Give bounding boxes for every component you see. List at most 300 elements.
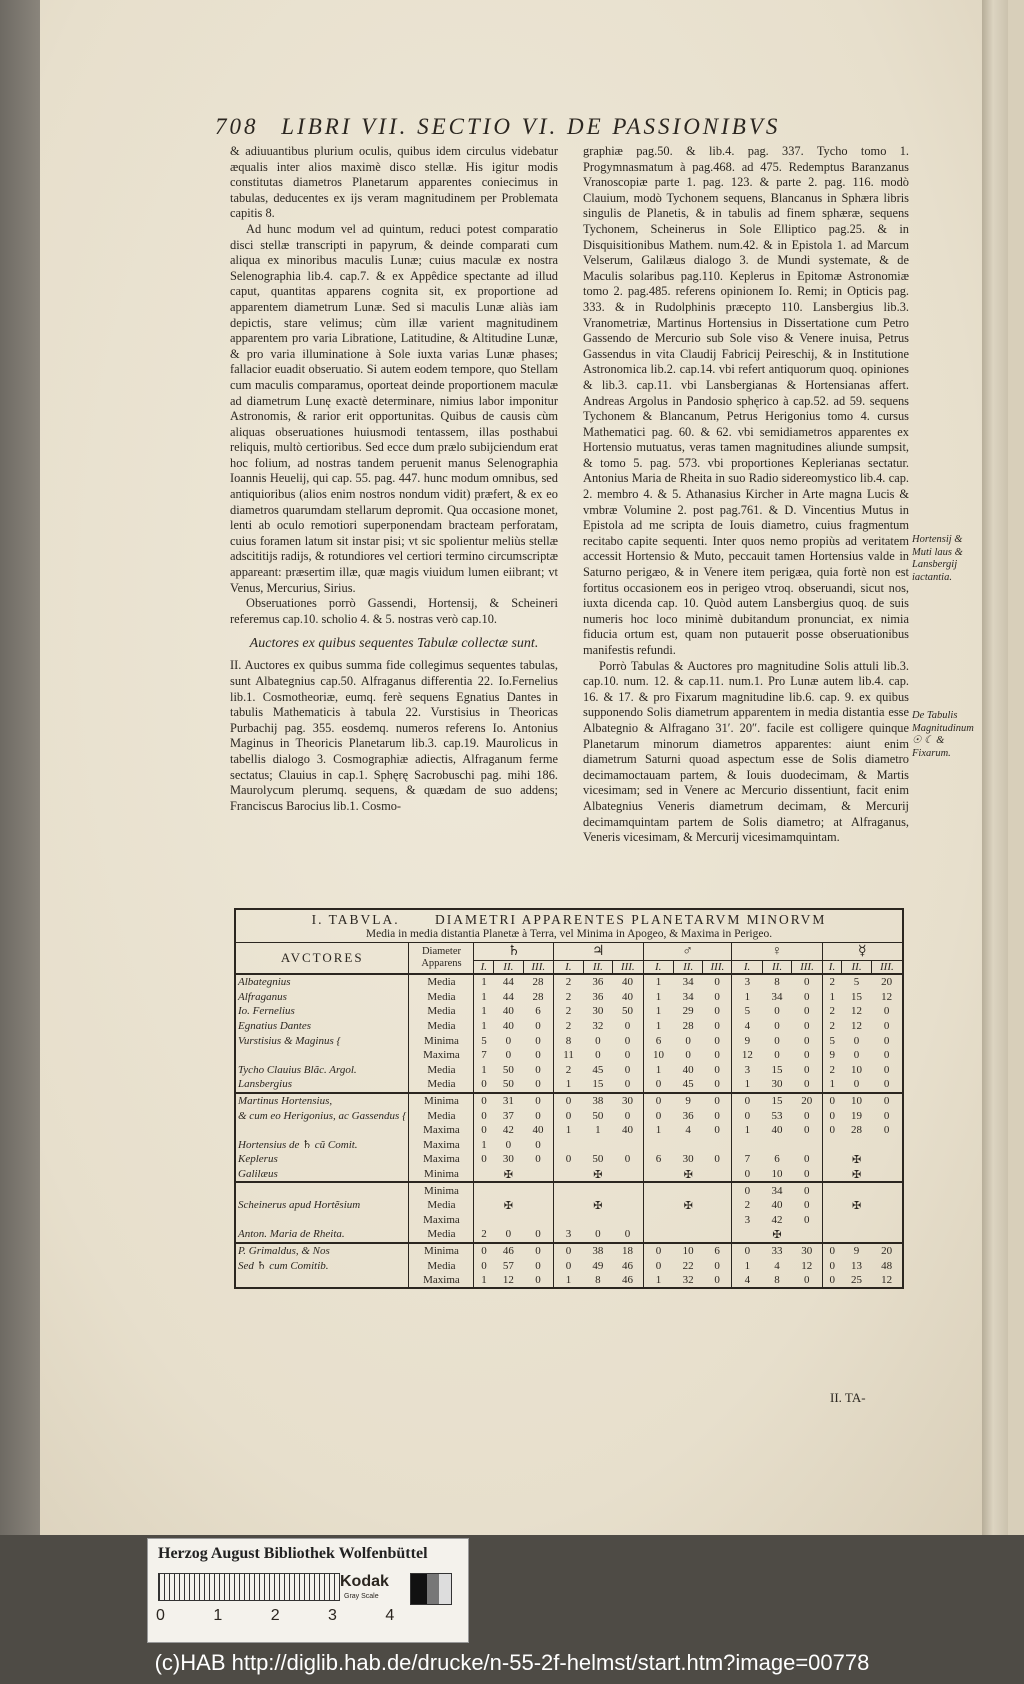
value-cell: 37 xyxy=(502,1109,514,1122)
value-cell: 3 xyxy=(732,1213,762,1228)
table-number: I. TABVLA. xyxy=(311,912,400,927)
value-cell: 0 xyxy=(732,1093,762,1109)
facing-page-edge xyxy=(1008,0,1024,1535)
value-cell: 40 xyxy=(532,1124,544,1137)
value-cell xyxy=(583,1138,612,1153)
value-cell: 0 xyxy=(474,1152,494,1167)
author-cell: Lansbergius xyxy=(238,1078,292,1091)
value-cell: 0 xyxy=(523,1243,553,1259)
value-cell: 40 xyxy=(771,1199,783,1212)
value-cell xyxy=(703,1167,732,1183)
value-cell: 0 xyxy=(714,1049,720,1062)
value-cell: 31 xyxy=(494,1093,523,1109)
value-cell: 0 xyxy=(553,1108,583,1123)
diameter-cell: Media xyxy=(409,1063,474,1078)
value-cell: 2 xyxy=(553,974,583,990)
value-cell: 25 xyxy=(851,1274,863,1287)
unit-header: II. xyxy=(842,961,871,975)
author-cell: & cum eo Herigonius, ac Gassendus { xyxy=(238,1109,407,1122)
value-cell: 6 xyxy=(535,1005,541,1018)
value-cell xyxy=(762,1138,791,1153)
value-cell: 46 xyxy=(622,1259,634,1272)
author-cell: Io. Fernelius xyxy=(238,1005,295,1018)
value-cell: 42 xyxy=(502,1124,514,1137)
value-cell: 0 xyxy=(474,1243,494,1259)
value-cell xyxy=(643,1227,673,1243)
value-cell: 0 xyxy=(774,1049,780,1062)
value-cell: 0 xyxy=(822,1273,842,1289)
value-cell xyxy=(643,1138,673,1153)
value-cell: 4 xyxy=(732,1273,762,1289)
authors-header: AVCTORES xyxy=(280,950,364,965)
value-cell: 28 xyxy=(682,1020,694,1033)
value-cell: 0 xyxy=(883,1020,890,1033)
value-cell: 0 xyxy=(595,1049,601,1062)
value-cell: 0 xyxy=(505,1034,512,1047)
value-cell: 15 xyxy=(762,1093,791,1109)
value-cell: 12 xyxy=(801,1259,813,1272)
value-cell xyxy=(673,1138,702,1153)
value-cell: 0 xyxy=(803,1005,810,1018)
value-cell: 0 xyxy=(822,1093,842,1109)
value-cell: 0 xyxy=(803,1078,810,1091)
value-cell: 15 xyxy=(851,990,863,1003)
value-cell: 0 xyxy=(803,976,810,989)
value-cell: 0 xyxy=(474,1123,494,1138)
value-cell: ✠ xyxy=(683,1199,693,1212)
value-cell: 0 xyxy=(803,990,810,1003)
table-row xyxy=(235,1004,903,1019)
value-cell xyxy=(871,1182,903,1198)
running-title: LIBRI VII. SECTIO VI. DE PASSIONIBVS xyxy=(281,114,781,139)
value-cell: 0 xyxy=(883,1124,890,1137)
paragraph: graphiæ pag.50. & lib.4. pag. 337. Tycho tomo 1. Progymnasmatum à pag.468. ad 475. Redemptus Baranzanus Vranoscopiæ parte 1. pag. 123. & parte 2. pag. 116. modò Clauium, modò Tychonem sequens, Blancanus in Sphæra libris singulis de Planetis, & in tabulis ad finem sphæræ, sequens Tychonem, Scheinerus in Sole Elliptico pag.25. & in Disquisitionibus Mathem. num.42. & in Epistola 1. ad Marcum Velserum, Galilæus dialogo 3. de Mundi systemate, & de Maculis solaribus pag.110. Keplerus in Epitomæ Astronomiæ tomo 2. pag.485. referens opinionem Io. Remi; in Opticis pag. 333. & in Rudolphinis præcepto 110. Lansbergius lib.3. Vranometriæ, Martinus Hortensius in Dissertatione cum Petro Gassendo de Mercurio sub Sole viso & Venere inuisa, Petrus Gassendus in vita Claudij Fabricij Peireschij, & in Institutione Astronomica lib.2. cap.14. vbi refert antiquorum quoq. opiniones & lib.3. cap.11. vbi Lansbergianas & Hortensianas affert. Andreas Argolus in Pandosio sphęrico à cap.52. ad 59. sequens Tychonem & Blancanum, Petrus Herigonius tomo 4. cursus Mathematici pag. 60. & 62. vbi semidiametros apparentes ex Hortensio mutuatus, veras tamen magnitudines aliunde sumpsit, & tomo 5. pag. 573. vbi proportiones Keplerianas sectatur. Antonius Maria de Rheita in suo Radio sidereomystico lib.4. cap. 2. membro 4. & 5. Athanasius Kircher in Arte magna Lucis & vmbræ Volumine 2. post pag.761. & D. Vincentius Mutus in Epistola ad me scripta de Iouis diametro, cuius fragmentum recitabo capite sequenti. Inter quos nemo propiùs ad veritatem accessit Hortensio & Muto, peccauit tamen Hortensius valde in Saturno perigæo, & in Venere item perigæa, quia fortè non est fortitus occasionem eos in perigeo vtroq. obseruandi, sicut nos, iuxta dicenda cap. 10. Quòd autem Lansbergius quoq. de suis numeris hoc loco minimè dubitandum pronunciat, ex nimia fiducia ortum est, quam non putauerit posse obseruationibus manifestis refundi. xyxy=(583,144,909,657)
value-cell: 50 xyxy=(502,1078,514,1091)
value-cell: 9 xyxy=(822,1048,842,1063)
value-cell: 30 xyxy=(771,1078,783,1091)
planet-jupiter: ♃ xyxy=(553,943,643,961)
value-cell xyxy=(474,1213,494,1228)
planet-saturn: ♄ xyxy=(474,943,554,961)
table-row xyxy=(235,1167,903,1183)
value-cell xyxy=(871,1167,903,1183)
value-cell xyxy=(643,1167,673,1183)
value-cell: 0 xyxy=(643,1093,673,1109)
paragraph: Ad hunc modum vel ad quintum, reduci potest comparatio disci stellæ transcripti in papyrum, & deinde comparati cum aliqua ex minoribus maculis Lunæ; cuius maculæ ex nostra Selenographia lib.4. cap.7. & ex Appêdice spectante ad illud caput, quantitas apparens cognita sit, ex proportione ad apparentem diametrum Lunæ. Sed si maculis Lunæ aliàs iam depictis, stare velimus; cùm illæ varient magnitudinem apparentem pro varia Libratione, Latitudine, & Altitudine Lunæ, & pro varia illuminatione à Sole iuxta varias Lunæ phases; fallacior euadit obseruatio. Si autem eodem tempore, quo Stellam cum maculis comparamus, oporteat deinde proportionem maculæ ad diametrum Lunę exactè determinare, nimius labor imponitur Astronomis, & rarior erit opportunitas. Quibus de causis cùm aliquas obseruationes huiusmodi tentassem, illas posthabui reliquis, multò certioribus. Sed ecce dum prælo subijciendum erat hoc folium, ad nostras tandem peruenit manus Selenographia Ioannis Heuelij, qui cap. 55. pag. 447. hunc modum omnibus, sed antiquioribus (alios enim nostros nondum vidit) præfert, & ex eo diametros quarumdam stellarum depromit. Qua occasione monet, lenti ab oculo remotiori superponendam bracteam perforatam, cuius foramen latum sit instar pisi; vt sic spolientur meliùs stellæ adscititijs radijs, & rotundiores vel certiori termino circumscriptæ appareant: præsertim illæ, quæ magis viuidum lumen eiibrant; vt Venus, Mercurius, Sirius. xyxy=(230,221,558,595)
value-cell: 4 xyxy=(774,1259,780,1272)
value-cell: 0 xyxy=(732,1182,762,1198)
table-row xyxy=(235,974,903,990)
value-cell xyxy=(822,1198,842,1213)
author-cell xyxy=(235,1182,409,1198)
value-cell: 2 xyxy=(822,974,842,990)
value-cell: 0 xyxy=(523,1093,553,1109)
value-cell xyxy=(643,1182,673,1198)
diameter-cell: Maxima xyxy=(409,1138,474,1153)
value-cell xyxy=(643,1198,673,1213)
value-cell: 0 xyxy=(685,1034,691,1047)
value-cell xyxy=(871,1198,903,1213)
unit-header: III. xyxy=(703,961,732,975)
value-cell: 20 xyxy=(871,1243,903,1259)
value-cell: 0 xyxy=(643,1108,673,1123)
value-cell xyxy=(822,1138,842,1153)
value-cell xyxy=(523,1198,553,1213)
value-cell xyxy=(494,1213,523,1228)
table-row xyxy=(235,1108,903,1123)
unit-header: I. xyxy=(643,961,673,975)
unit-header: I. xyxy=(553,961,583,975)
value-cell: 0 xyxy=(822,1123,842,1138)
diameter-cell: Maxima xyxy=(409,1213,474,1228)
copyright-footer: (c)HAB http://diglib.hab.de/drucke/n-55-2f-helmst/start.htm?image=00778 xyxy=(154,1650,870,1675)
diameter-cell: Maxima xyxy=(409,1152,474,1167)
value-cell: 1 xyxy=(643,974,673,990)
value-cell: 1 xyxy=(732,990,762,1005)
value-cell: 1 xyxy=(474,1273,494,1289)
value-cell: 0 xyxy=(803,1213,810,1226)
table-subtitle: Media in media distantia Planetæ à Terra, vel Minima in Apogeo, & Maxima in Perigeo. xyxy=(365,928,773,940)
author-cell xyxy=(235,1273,409,1289)
left-shadow xyxy=(0,0,40,1535)
value-cell: 0 xyxy=(883,1049,890,1062)
table-row xyxy=(235,1138,903,1153)
value-cell: 0 xyxy=(535,1109,541,1122)
value-cell: 0 xyxy=(803,1109,810,1122)
planet-venus: ♀ xyxy=(732,943,822,961)
scale-ruler xyxy=(158,1573,340,1601)
section-heading: Auctores ex quibus sequentes Tabulæ collectæ sunt. xyxy=(249,636,539,652)
value-cell xyxy=(613,1167,643,1183)
kodak-logo: Kodak xyxy=(340,1573,389,1590)
value-cell xyxy=(474,1167,494,1183)
table-row xyxy=(235,990,903,1005)
value-cell xyxy=(553,1138,583,1153)
value-cell: ✠ xyxy=(683,1168,693,1181)
value-cell: 0 xyxy=(535,1078,541,1091)
value-cell: 20 xyxy=(792,1093,822,1109)
table-row xyxy=(235,1063,903,1078)
page-gutter xyxy=(982,0,1010,1535)
value-cell: 4 xyxy=(732,1019,762,1034)
value-cell: 0 xyxy=(803,1034,810,1047)
value-cell: 0 xyxy=(535,1138,541,1151)
author-cell xyxy=(235,1048,409,1063)
value-cell xyxy=(553,1198,583,1213)
value-cell: 36 xyxy=(592,976,604,989)
value-cell: 6 xyxy=(703,1243,732,1259)
running-header xyxy=(215,114,855,142)
value-cell: 40 xyxy=(502,1020,514,1033)
value-cell xyxy=(553,1182,583,1198)
value-cell xyxy=(474,1198,494,1213)
value-cell: 38 xyxy=(583,1243,612,1259)
value-cell: 1 xyxy=(732,1123,762,1138)
value-cell: 0 xyxy=(714,990,720,1003)
value-cell: 0 xyxy=(803,1199,810,1212)
value-cell xyxy=(494,1182,523,1198)
author-cell: Galilæus xyxy=(238,1168,278,1181)
value-cell: 30 xyxy=(592,1005,604,1018)
value-cell: 40 xyxy=(502,1005,514,1018)
diameter-cell: Minima xyxy=(409,1167,474,1183)
value-cell: 1 xyxy=(732,1258,762,1273)
value-cell: 0 xyxy=(853,1034,860,1047)
diameter-cell: Media xyxy=(409,1077,474,1093)
table-row xyxy=(235,1033,903,1048)
value-cell: 1 xyxy=(553,1273,583,1289)
value-cell xyxy=(842,1213,871,1228)
value-cell: 0 xyxy=(803,1049,810,1062)
value-cell xyxy=(523,1213,553,1228)
value-cell: 0 xyxy=(535,1228,541,1241)
value-cell: 19 xyxy=(851,1109,863,1122)
value-cell: 0 xyxy=(803,1020,810,1033)
value-cell: 8 xyxy=(774,976,780,989)
diameter-cell: Maxima xyxy=(409,1123,474,1138)
table-title: DIAMETRI APPARENTES PLANETARVM MINORVM xyxy=(435,912,827,927)
value-cell: 40 xyxy=(682,1063,694,1076)
value-cell: 12 xyxy=(502,1274,514,1287)
value-cell: 9 xyxy=(673,1093,702,1109)
value-cell: 12 xyxy=(881,1274,893,1287)
value-cell xyxy=(523,1167,553,1183)
table-row xyxy=(235,1258,903,1273)
value-cell: 6 xyxy=(643,1033,673,1048)
table-row xyxy=(235,1227,903,1243)
value-cell: 1 xyxy=(822,1077,842,1093)
value-cell: 8 xyxy=(595,1274,601,1287)
planet-mercury: ☿ xyxy=(822,943,903,961)
value-cell: 1 xyxy=(553,1123,583,1138)
value-cell xyxy=(613,1138,643,1153)
value-cell: 0 xyxy=(595,1034,601,1047)
value-cell xyxy=(613,1182,643,1198)
value-cell: 2 xyxy=(822,1063,842,1078)
diameter-cell: Media xyxy=(409,1227,474,1243)
value-cell: ✠ xyxy=(503,1199,513,1212)
value-cell: 0 xyxy=(822,1243,842,1259)
value-cell: 10 xyxy=(851,1063,863,1076)
value-cell: 1 xyxy=(643,1004,673,1019)
table-row xyxy=(235,1077,903,1093)
left-column xyxy=(230,144,558,814)
value-cell: 40 xyxy=(771,1124,783,1137)
value-cell xyxy=(842,1138,871,1153)
author-cell: Albategnius xyxy=(238,976,291,989)
value-cell: 0 xyxy=(774,1034,780,1047)
diameter-cell: Media xyxy=(409,974,474,990)
value-cell: ✠ xyxy=(851,1168,862,1181)
value-cell: 0 xyxy=(714,1274,720,1287)
value-cell: 0 xyxy=(624,1109,631,1122)
value-cell: 30 xyxy=(502,1153,514,1166)
value-cell: ✠ xyxy=(593,1168,603,1181)
value-cell xyxy=(583,1213,612,1228)
value-cell: 0 xyxy=(792,1182,822,1198)
value-cell xyxy=(842,1182,871,1198)
value-cell: 1 xyxy=(474,1019,494,1034)
value-cell: 44 xyxy=(502,976,514,989)
value-cell: 0 xyxy=(703,1093,732,1109)
value-cell xyxy=(703,1138,732,1153)
value-cell xyxy=(703,1227,732,1243)
value-cell: 7 xyxy=(474,1048,494,1063)
value-cell: 57 xyxy=(502,1259,514,1272)
value-cell xyxy=(673,1213,702,1228)
value-cell: 0 xyxy=(883,1005,890,1018)
value-cell xyxy=(673,1182,702,1198)
author-cell xyxy=(235,1123,409,1138)
library-color-card xyxy=(147,1538,469,1643)
value-cell: 0 xyxy=(714,1020,720,1033)
value-cell: 0 xyxy=(595,1228,601,1241)
value-cell: 0 xyxy=(822,1258,842,1273)
value-cell: 48 xyxy=(881,1259,893,1272)
value-cell: 10 xyxy=(842,1093,871,1109)
value-cell xyxy=(613,1198,643,1213)
value-cell: ✠ xyxy=(851,1153,862,1166)
value-cell: 0 xyxy=(505,1138,512,1151)
value-cell: 0 xyxy=(643,1243,673,1259)
value-cell: 40 xyxy=(622,976,634,989)
table-row xyxy=(235,1213,903,1228)
value-cell: 0 xyxy=(803,1153,810,1166)
value-cell: ✠ xyxy=(593,1199,603,1212)
value-cell: 0 xyxy=(535,1049,541,1062)
value-cell: 6 xyxy=(774,1153,780,1166)
value-cell: 49 xyxy=(592,1259,604,1272)
value-cell: 0 xyxy=(714,1259,720,1272)
value-cell: 1 xyxy=(643,990,673,1005)
unit-header: II. xyxy=(762,961,791,975)
value-cell xyxy=(613,1213,643,1228)
value-cell: 0 xyxy=(535,1020,541,1033)
unit-header: III. xyxy=(792,961,822,975)
value-cell xyxy=(643,1213,673,1228)
value-cell: 8 xyxy=(553,1033,583,1048)
page-number: 708 xyxy=(215,114,259,139)
value-cell: 7 xyxy=(732,1152,762,1167)
value-cell: 20 xyxy=(881,976,893,989)
library-name: Herzog August Bibliothek Wolfenbüttel xyxy=(158,1545,428,1562)
value-cell: 0 xyxy=(553,1152,583,1167)
value-cell: 0 xyxy=(853,1078,860,1091)
value-cell: 2 xyxy=(553,1063,583,1078)
value-cell: 0 xyxy=(714,1124,720,1137)
value-cell: 12 xyxy=(881,990,893,1003)
margin-note-tabulis: De Tabulis Magnitudinum ☉ ☾ & Fixarum. xyxy=(912,710,974,759)
value-cell: 29 xyxy=(682,1005,694,1018)
value-cell: 50 xyxy=(502,1063,514,1076)
paragraph: Obseruationes porrò Gassendi, Hortensij, & Scheineri referemus cap.10. scholio 4. & 5. nostras verò cap.10. xyxy=(230,596,558,626)
value-cell: 30 xyxy=(682,1153,694,1166)
value-cell: 0 xyxy=(803,1063,810,1076)
value-cell: 0 xyxy=(883,1063,890,1076)
value-cell: 10 xyxy=(673,1243,702,1259)
value-cell: 1 xyxy=(474,1138,494,1153)
value-cell: 34 xyxy=(771,990,783,1003)
table-row xyxy=(235,1273,903,1289)
gray-scale-caption: Gray Scale xyxy=(344,1593,379,1600)
value-cell: 32 xyxy=(592,1020,604,1033)
value-cell: 28 xyxy=(851,1124,863,1137)
diameter-cell: Media xyxy=(409,1258,474,1273)
value-cell: 3 xyxy=(732,1063,762,1078)
value-cell: 0 xyxy=(505,1228,512,1241)
value-cell xyxy=(703,1198,732,1213)
value-cell xyxy=(583,1182,612,1198)
value-cell: 5 xyxy=(474,1033,494,1048)
value-cell: 44 xyxy=(502,990,514,1003)
value-cell: 0 xyxy=(871,1093,903,1109)
value-cell: 2 xyxy=(553,1019,583,1034)
diameter-cell: Media xyxy=(409,1004,474,1019)
unit-header: I. xyxy=(732,961,762,975)
value-cell: 0 xyxy=(714,1109,720,1122)
value-cell: 50 xyxy=(622,1005,634,1018)
unit-header: I. xyxy=(822,961,842,975)
value-cell: 28 xyxy=(532,990,544,1003)
value-cell xyxy=(842,1227,871,1243)
planet-mars: ♂ xyxy=(643,943,732,961)
value-cell: 0 xyxy=(535,1153,541,1166)
value-cell: 1 xyxy=(474,990,494,1005)
value-cell: 0 xyxy=(535,1259,541,1272)
value-cell: 8 xyxy=(774,1274,780,1287)
value-cell: 12 xyxy=(851,1005,863,1018)
ruler-numbers: 0 1 2 3 4 xyxy=(156,1607,417,1624)
value-cell: 0 xyxy=(822,1108,842,1123)
value-cell: 22 xyxy=(682,1259,694,1272)
table-row xyxy=(235,1048,903,1063)
diameter-cell: Minima xyxy=(409,1033,474,1048)
value-cell: 38 xyxy=(583,1093,612,1109)
value-cell: 0 xyxy=(474,1108,494,1123)
value-cell: 0 xyxy=(714,1005,720,1018)
diameter-cell: Media xyxy=(409,1019,474,1034)
value-cell: 18 xyxy=(613,1243,643,1259)
value-cell: 0 xyxy=(624,1049,631,1062)
margin-note-hortensius: Hortensij & Muti laus & Lansbergij iactantia. xyxy=(912,534,963,583)
unit-header: III. xyxy=(871,961,903,975)
unit-header: III. xyxy=(613,961,643,975)
catchword: II. TA- xyxy=(830,1390,866,1405)
value-cell: 0 xyxy=(535,1063,541,1076)
value-cell: 30 xyxy=(792,1243,822,1259)
value-cell: 0 xyxy=(624,1034,631,1047)
diameter-header: Diameter Apparens xyxy=(409,943,474,975)
diameter-cell: Maxima xyxy=(409,1273,474,1289)
value-cell: 0 xyxy=(553,1093,583,1109)
value-cell: 0 xyxy=(714,1034,720,1047)
value-cell: 0 xyxy=(732,1167,762,1183)
value-cell: 0 xyxy=(505,1049,512,1062)
value-cell: 9 xyxy=(732,1033,762,1048)
value-cell: 2 xyxy=(474,1227,494,1243)
value-cell xyxy=(871,1213,903,1228)
value-cell: 2 xyxy=(553,990,583,1005)
value-cell: 0 xyxy=(714,1153,720,1166)
value-cell xyxy=(871,1152,903,1167)
author-cell: Keplerus xyxy=(238,1153,278,1166)
value-cell: 3 xyxy=(732,974,762,990)
diameter-cell: Media xyxy=(409,990,474,1005)
value-cell: 53 xyxy=(771,1109,783,1122)
diameter-cell: Maxima xyxy=(409,1048,474,1063)
value-cell: 0 xyxy=(883,1109,890,1122)
unit-header: III. xyxy=(523,961,553,975)
